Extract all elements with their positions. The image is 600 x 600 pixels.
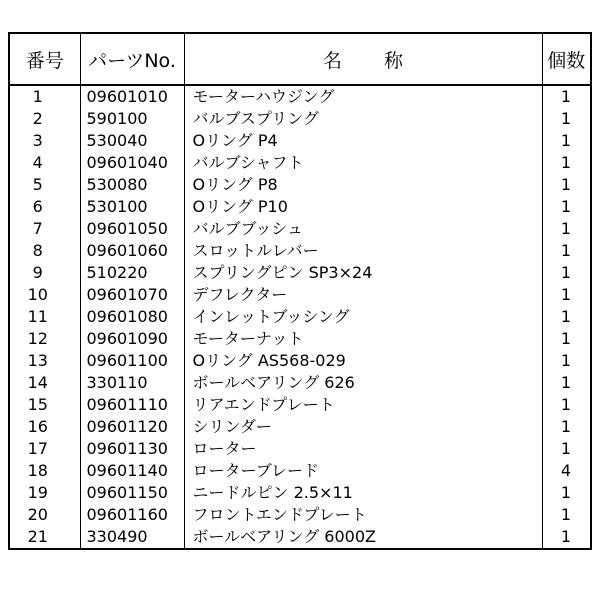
row-part-name: フロントエンドプレート (184, 504, 542, 526)
table-row (9, 196, 591, 218)
row-part-number: 09601160 (80, 504, 184, 526)
row-number: 2 (9, 108, 80, 130)
row-part-name: ニードルピン 2.5×11 (184, 482, 542, 504)
row-quantity: 1 (542, 108, 591, 130)
parts-table-body (9, 85, 591, 549)
table-row (9, 438, 591, 460)
row-number: 3 (9, 130, 80, 152)
table-row (9, 108, 591, 130)
row-quantity: 1 (542, 328, 591, 350)
row-part-name: バルブスプリング (184, 108, 542, 130)
table-row (9, 85, 591, 108)
row-part-number: 09601120 (80, 416, 184, 438)
row-quantity: 1 (542, 240, 591, 262)
row-number: 20 (9, 504, 80, 526)
row-number: 11 (9, 306, 80, 328)
row-quantity: 1 (542, 196, 591, 218)
row-part-name: リアエンドプレート (184, 394, 542, 416)
row-quantity: 1 (542, 526, 591, 549)
row-part-name: インレットブッシング (184, 306, 542, 328)
row-part-number: 590100 (80, 108, 184, 130)
row-part-name: モーターハウジング (184, 85, 542, 108)
row-part-name: ボールベアリング 626 (184, 372, 542, 394)
row-part-number: 09601110 (80, 394, 184, 416)
row-part-name: Oリング P8 (184, 174, 542, 196)
header-row (9, 33, 591, 85)
row-quantity: 1 (542, 504, 591, 526)
table-row (9, 350, 591, 372)
table-row (9, 240, 591, 262)
row-part-number: 530080 (80, 174, 184, 196)
row-number: 17 (9, 438, 80, 460)
row-quantity: 1 (542, 482, 591, 504)
row-number: 21 (9, 526, 80, 549)
row-part-name: シリンダー (184, 416, 542, 438)
row-part-name: モーターナット (184, 328, 542, 350)
row-number: 12 (9, 328, 80, 350)
row-number: 18 (9, 460, 80, 482)
row-part-name: Oリング AS568-029 (184, 350, 542, 372)
row-number: 4 (9, 152, 80, 174)
row-part-number: 09601100 (80, 350, 184, 372)
row-number: 5 (9, 174, 80, 196)
row-part-name: ローター (184, 438, 542, 460)
row-part-name: スロットルレバー (184, 240, 542, 262)
row-part-number: 09601150 (80, 482, 184, 504)
row-part-number: 330490 (80, 526, 184, 549)
row-quantity: 1 (542, 284, 591, 306)
table-row (9, 482, 591, 504)
table-row (9, 306, 591, 328)
row-part-name: ローターブレード (184, 460, 542, 482)
header-name: 名 称 (184, 33, 542, 85)
row-quantity: 1 (542, 174, 591, 196)
row-number: 8 (9, 240, 80, 262)
row-number: 19 (9, 482, 80, 504)
row-part-name: スプリングピン SP3×24 (184, 262, 542, 284)
row-quantity: 1 (542, 350, 591, 372)
row-quantity: 1 (542, 416, 591, 438)
row-part-name: ボールベアリング 6000Z (184, 526, 542, 549)
row-number: 15 (9, 394, 80, 416)
row-quantity: 1 (542, 394, 591, 416)
header-number: 番号 (9, 33, 80, 85)
parts-list-table (8, 32, 592, 550)
table-row (9, 174, 591, 196)
header-quantity: 個数 (542, 33, 591, 85)
table-row (9, 526, 591, 549)
row-part-name: バルブブッシュ (184, 218, 542, 240)
row-part-number: 09601080 (80, 306, 184, 328)
row-number: 6 (9, 196, 80, 218)
row-part-number: 510220 (80, 262, 184, 284)
row-quantity: 1 (542, 372, 591, 394)
row-part-name: バルブシャフト (184, 152, 542, 174)
table-row (9, 504, 591, 526)
row-part-number: 09601010 (80, 85, 184, 108)
table-row (9, 460, 591, 482)
row-part-name: Oリング P4 (184, 130, 542, 152)
row-number: 9 (9, 262, 80, 284)
header-part-number: パーツNo. (80, 33, 184, 85)
row-quantity: 1 (542, 85, 591, 108)
row-number: 7 (9, 218, 80, 240)
row-number: 10 (9, 284, 80, 306)
row-quantity: 1 (542, 262, 591, 284)
table-row (9, 416, 591, 438)
table-row (9, 284, 591, 306)
row-part-number: 09601040 (80, 152, 184, 174)
row-part-number: 530100 (80, 196, 184, 218)
table-row (9, 262, 591, 284)
row-part-number: 530040 (80, 130, 184, 152)
row-part-number: 09601140 (80, 460, 184, 482)
row-part-number: 330110 (80, 372, 184, 394)
row-part-number: 09601050 (80, 218, 184, 240)
row-number: 1 (9, 85, 80, 108)
table-row (9, 394, 591, 416)
table-row (9, 152, 591, 174)
row-number: 16 (9, 416, 80, 438)
table-row (9, 372, 591, 394)
row-part-number: 09601060 (80, 240, 184, 262)
row-part-number: 09601070 (80, 284, 184, 306)
row-quantity: 1 (542, 438, 591, 460)
row-number: 14 (9, 372, 80, 394)
row-quantity: 1 (542, 218, 591, 240)
row-part-number: 09601090 (80, 328, 184, 350)
table-row (9, 130, 591, 152)
table-row (9, 328, 591, 350)
row-quantity: 1 (542, 152, 591, 174)
row-part-name: Oリング P10 (184, 196, 542, 218)
row-part-name: デフレクター (184, 284, 542, 306)
row-quantity: 1 (542, 306, 591, 328)
row-quantity: 4 (542, 460, 591, 482)
row-part-number: 09601130 (80, 438, 184, 460)
table-row (9, 218, 591, 240)
row-number: 13 (9, 350, 80, 372)
row-quantity: 1 (542, 130, 591, 152)
